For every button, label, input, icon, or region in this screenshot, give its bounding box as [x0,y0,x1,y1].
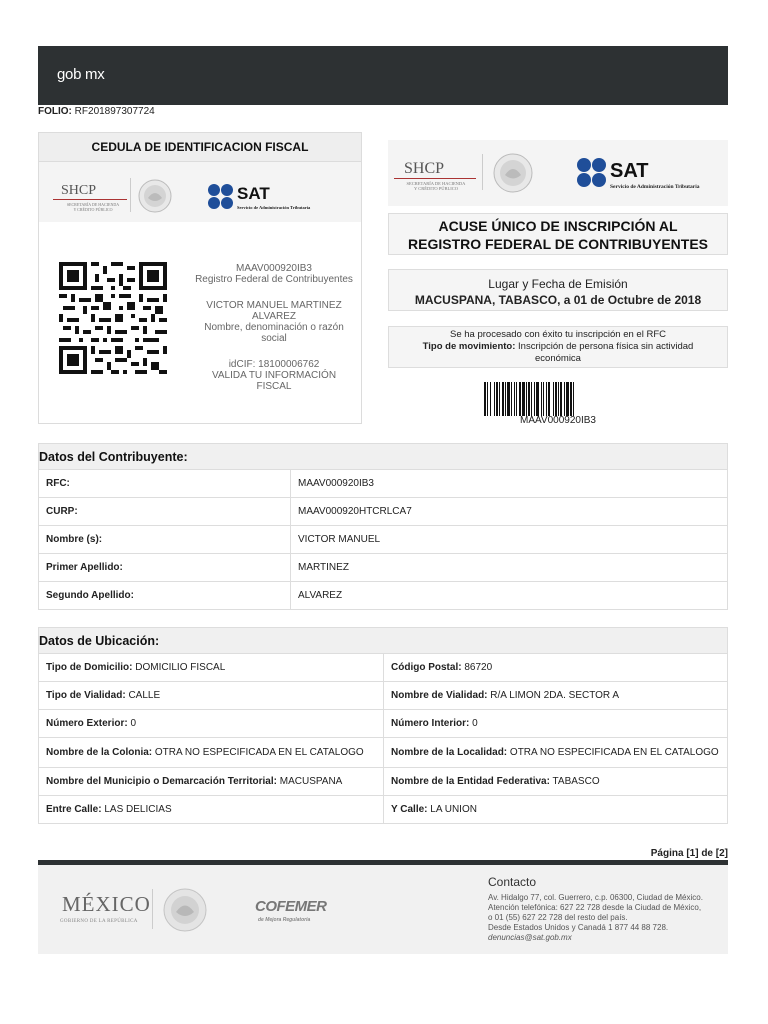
sat-logo-subtitle: Servicio de Administración Tributaria [610,184,700,190]
left-cell: Tipo de Domicilio: DOMICILIO FISCAL [39,654,384,682]
folio-value: RF201897307724 [74,106,155,117]
mexico-logo-subtitle: GOBIERNO DE LA REPÚBLICA [60,919,138,924]
contacto-phone-line2: o 01 (55) 627 22 728 del resto del país. [488,913,628,922]
cedula-info [189,263,359,392]
right-cell: Número Interior: 0 [384,710,728,738]
tipo-movimiento-value: Inscripción de persona física sin actividad económica [518,341,694,364]
contacto-title: Contacto [488,875,537,889]
right-cell: Y Calle: LA UNION [384,796,728,824]
gobmx-logo[interactable]: gob mx [57,66,105,83]
table-row [39,498,728,526]
shcp-logo-subtitle: SECRETARÍA DE HACIENDA Y CRÉDITO PÚBLICO [66,202,120,212]
ubicacion-table [38,627,728,824]
table-row [39,654,728,682]
ubicacion-title: Datos de Ubicación: [39,628,728,654]
cedula-title: CEDULA DE IDENTIFICACION FISCAL [39,133,361,162]
page-number: Página [1] de [2] [650,848,728,859]
contacto-address: Av. Hidalgo 77, col. Guerrero, c.p. 06300, Ciudad de México. [488,893,703,902]
right-cell: Nombre de la Localidad: OTRA NO ESPECIFICADA EN EL CATALOGO [384,738,728,768]
row-label: Segundo Apellido: [39,582,291,610]
mexico-seal-icon [492,152,534,194]
barcode-icon [484,382,632,416]
shcp-logo-text: SHCP [61,183,97,198]
contribuyente-table [38,443,728,610]
cedula-valida-line1: VALIDA TU INFORMACIÓN [211,370,337,381]
table-row [39,554,728,582]
cedula-name-caption-line2: social [261,333,287,344]
row-label: Primer Apellido: [39,554,291,582]
cedula-valida-line2: FISCAL [256,381,292,392]
sat-logo-subtitle: Servicio de Administración Tributaria [237,205,311,210]
table-row [39,682,728,710]
shcp-logo-subtitle: SECRETARÍA DE HACIENDA Y CRÉDITO PÚBLICO [406,181,466,191]
mexico-seal-icon [137,178,173,214]
lugar-value: MACUSPANA, TABASCO, a 01 de Octubre de 2018 [414,293,702,307]
contacto-phone-line3: Desde Estados Unidos y Canadá 1 877 44 88 728. [488,923,669,932]
row-value: MAAV000920IB3 [291,470,728,498]
left-cell: Tipo de Vialidad: CALLE [39,682,384,710]
row-value: VICTOR MANUEL [291,526,728,554]
row-value: MARTINEZ [291,554,728,582]
sat-logo-icon [576,157,608,189]
cofemer-logo-text: COFEMER [255,898,327,915]
cedula-name-line2: ALVAREZ [251,311,297,322]
qr-code-icon [59,262,167,374]
acuse-title-line1: ACUSE ÚNICO DE INSCRIPCIÓN AL [438,218,678,234]
left-cell: Nombre del Municipio o Demarcación Territorial: MACUSPANA [39,768,384,796]
shcp-rule [53,199,127,200]
table-row [39,470,728,498]
table-row [39,768,728,796]
logo-divider [482,154,483,190]
table-row [39,710,728,738]
sat-logo-text: SAT [237,184,270,203]
lugar-fecha-box [388,269,728,311]
cedula-rfc: MAAV000920IB3 [236,263,312,274]
cedula-logos [39,162,361,222]
mexico-logo-text: MÉXICO [62,892,151,916]
contribuyente-title: Datos del Contribuyente: [39,444,728,470]
folio-label: FOLIO: [38,106,72,117]
tipo-movimiento [409,341,707,365]
row-label: Nombre (s): [39,526,291,554]
cedula-name-caption-line1: Nombre, denominación o razón [204,322,344,333]
row-label: CURP: [39,498,291,526]
right-cell: Nombre de Vialidad: R/A LIMON 2DA. SECTOR A [384,682,728,710]
sat-logo-icon [207,183,235,211]
barcode-text: MAAV000920IB3 [520,415,596,426]
cedula-idcif: idCIF: 18100006762 [228,359,320,370]
proceso-line1: Se ha procesado con éxito tu inscripción en el RFC [450,329,666,340]
contacto-phone-line1: Atención telefónica: 627 22 728 desde la Ciudad de México, [488,903,702,912]
acuse-title [388,213,728,255]
table-row [39,738,728,768]
sat-logo-text: SAT [610,160,649,182]
lugar-label: Lugar y Fecha de Emisión [488,277,628,291]
table-row [39,796,728,824]
top-header-bar [38,46,728,105]
cedula-name-line1: VICTOR MANUEL MARTINEZ [206,300,342,311]
table-row [39,582,728,610]
folio [38,106,155,117]
footer-logo-divider [152,889,153,929]
cedula-card [38,132,362,424]
table-row [39,526,728,554]
contacto-email-link[interactable]: denuncias@sat.gob.mx [488,933,572,942]
acuse-title-line2: REGISTRO FEDERAL DE CONTRIBUYENTES [408,236,708,252]
left-cell: Número Exterior: 0 [39,710,384,738]
right-cell: Código Postal: 86720 [384,654,728,682]
left-cell: Entre Calle: LAS DELICIAS [39,796,384,824]
row-value: MAAV000920HTCRLCA7 [291,498,728,526]
tipo-movimiento-label: Tipo de movimiento: [422,341,516,352]
shcp-rule [394,178,476,179]
row-label: RFC: [39,470,291,498]
left-cell: Nombre de la Colonia: OTRA NO ESPECIFICADA EN EL CATALOGO [39,738,384,768]
right-cell: Nombre de la Entidad Federativa: TABASCO [384,768,728,796]
cofemer-logo-subtitle: de Mejora Regulatoria [258,917,311,923]
row-value: ALVAREZ [291,582,728,610]
cedula-rfc-caption: Registro Federal de Contribuyentes [195,274,353,285]
contacto-info [488,893,723,943]
shcp-logo-text: SHCP [404,160,445,177]
mexico-seal-icon [162,887,208,933]
acuse-logos [388,140,728,206]
logo-divider [130,178,131,212]
proceso-box [388,326,728,368]
